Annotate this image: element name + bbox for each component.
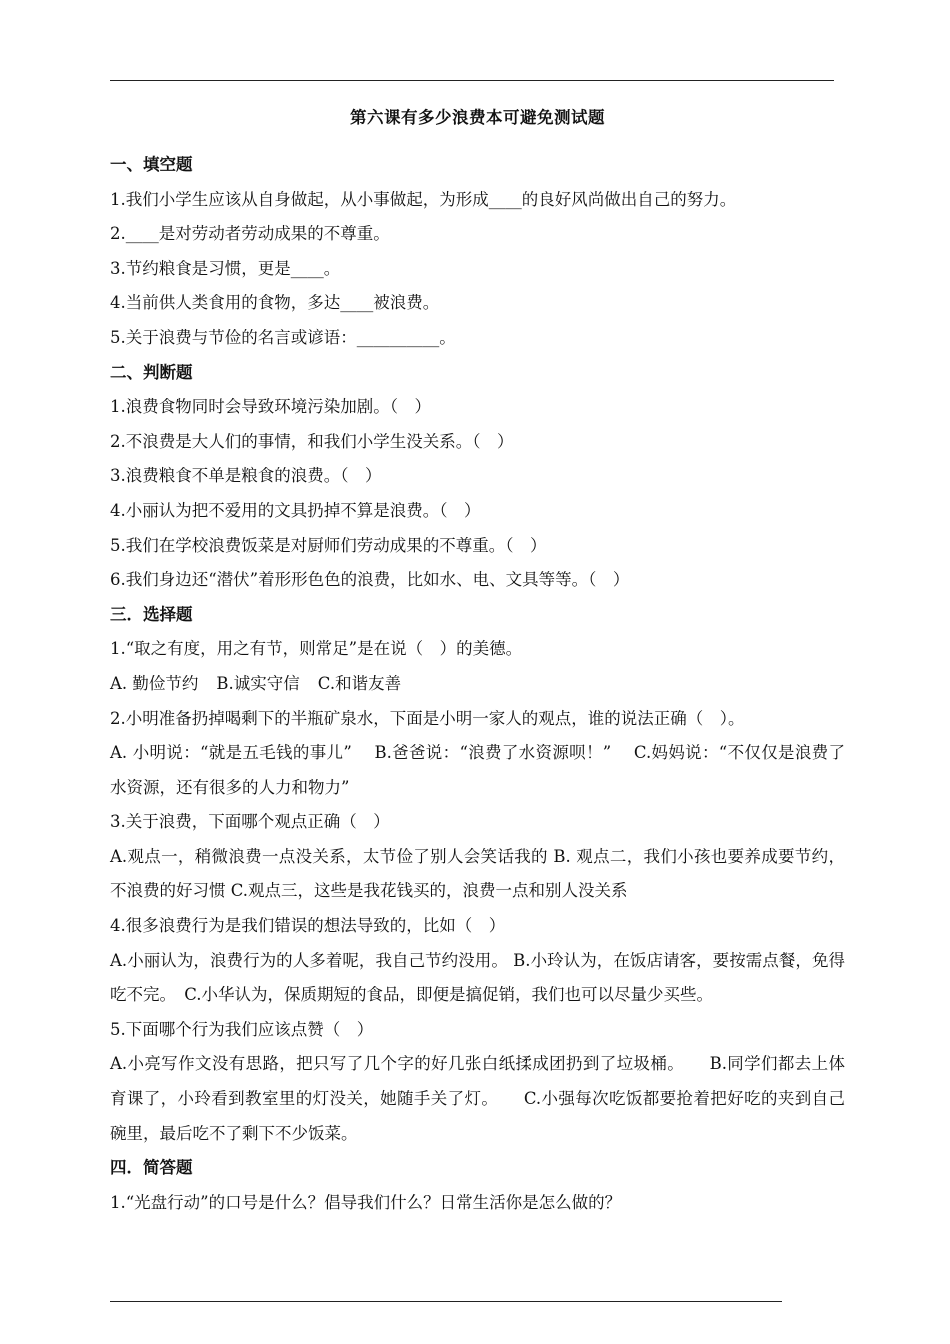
section-fill-blank [110,148,845,356]
question-options: A.观点一，稍微浪费一点没关系，太节俭了别人会笑话我的 B. 观点二，我们小孩也要养成要节约，不浪费的好习惯 C.观点三，这些是我花钱买的，浪费一点和别人没关系 [110,846,845,901]
section-heading-short-answer: 四．简答题 [110,1158,193,1178]
question-item: 3.节约粮食是习惯，更是____。 [110,258,341,278]
question-stem: 1.“取之有度，用之有节，则常足”是在说（ ）的美德。 [110,639,523,659]
section-heading-choice: 三．选择题 [110,604,193,624]
question-item: 1.“光盘行动”的口号是什么？倡导我们什么？日常生活你是怎么做的？ [110,1192,622,1212]
question-item: 5.关于浪费与节俭的名言或谚语：__________。 [110,327,456,347]
question-item: 6.我们身边还“潜伏”着形形色色的浪费，比如水、电、文具等等。（ ） [110,570,630,590]
question-options: A.小亮写作文没有思路，把只写了几个字的好几张白纸揉成团扔到了垃圾桶。 B.同学们都去上体育课了，小玲看到教室里的灯没关，她随手关了灯。 C.小强每次吃饭都要抢着把好吃的夹到自己碗里，最后吃不了剩下不少饭菜。 [110,1054,845,1143]
question-stem: 2.小明准备扔掉喝剩下的半瓶矿泉水，下面是小明一家人的观点，谁的说法正确（ ）。 [110,708,745,728]
section-short-answer [110,1151,845,1220]
option-a: A. 勤俭节约 [110,673,199,693]
worksheet [110,102,845,1220]
question-stem: 3.关于浪费，下面哪个观点正确（ ） [110,812,390,832]
question-stem: 4.很多浪费行为是我们错误的想法导致的，比如（ ） [110,916,506,936]
question-item: 5.我们在学校浪费饭菜是对厨师们劳动成果的不尊重。（ ） [110,535,547,555]
question-item: 3.浪费粮食不单是粮食的浪费。（ ） [110,466,382,486]
question-item: 4.小丽认为把不爱用的文具扔掉不算是浪费。（ ） [110,500,481,520]
section-heading-true-false: 二、判断题 [110,362,193,382]
section-heading-fill-blank: 一、填空题 [110,155,193,174]
question-options [110,667,845,702]
option-c: C.和谐友善 [317,673,402,693]
question-item: 1.我们小学生应该从自身做起，从小事做起，为形成____的良好风尚做出自己的努力。 [110,189,737,209]
question-stem: 5.下面哪个行为我们应该点赞（ ） [110,1019,374,1039]
footer-rule [110,1301,782,1302]
question-item: 1.浪费食物同时会导致环境污染加剧。（ ） [110,397,431,417]
section-true-false [110,356,845,598]
option-b: B.诚实守信 [216,673,300,693]
question-item: 2.不浪费是大人们的事情，和我们小学生没关系。（ ） [110,431,514,451]
question-options: A. 小明说：“就是五毛钱的事儿” B.爸爸说：“浪费了水资源呗！” C.妈妈说：“不仅仅是浪费了水资源，还有很多的人力和物力” [110,743,845,797]
page-title: 第六课有多少浪费本可避免测试题 [350,108,605,127]
header-rule [110,80,834,81]
question-options: A.小丽认为，浪费行为的人多着呢，我自己节约没用。 B.小玲认为，在饭店请客，要按需点餐，免得吃不完。 C.小华认为，保质期短的食品，即便是搞促销，我们也可以尽量少买些。 [110,950,845,1005]
question-item: 4.当前供人类食用的食物，多达____被浪费。 [110,293,440,313]
question-item: 2.____是对劳动者劳动成果的不尊重。 [110,224,390,244]
section-choice [110,598,845,1152]
